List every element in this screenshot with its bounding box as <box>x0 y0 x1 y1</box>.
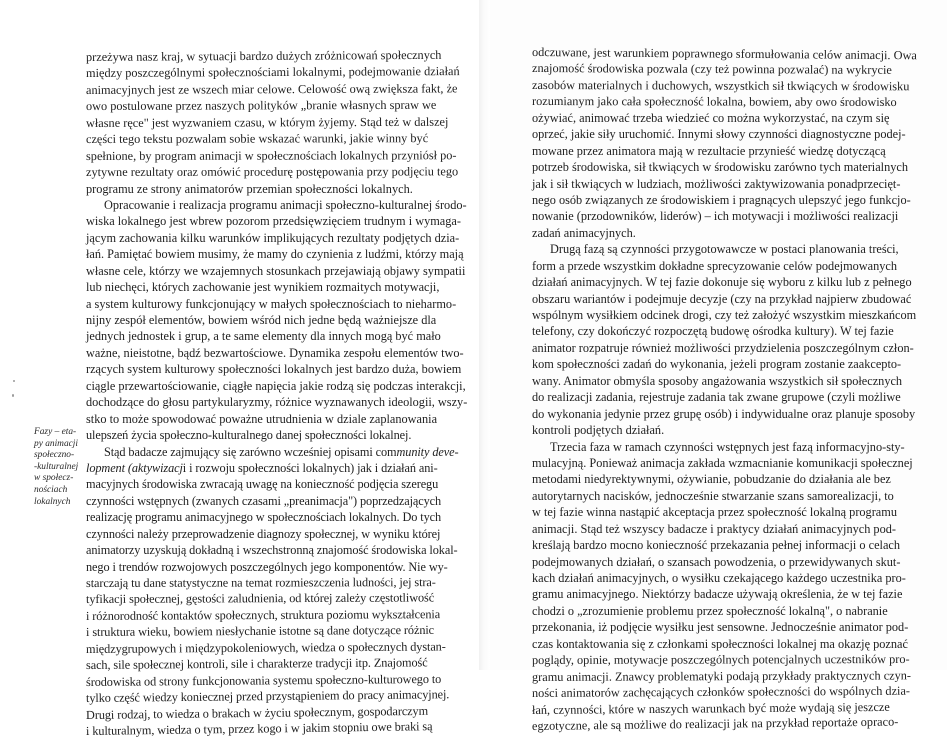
text-line: Stąd badacze zajmujący się zarówno wcześniej opisami community deve- <box>104 444 459 459</box>
text-line: potrzeb środowiska, sił tkwiących w środowisku zarówno tych materialnych <box>532 160 908 175</box>
text-line: czynności należy przeprowadzenie diagnozy społecznej, w wyniku której <box>86 526 441 541</box>
text-line: i kulturalnym, wiedza o tym, przez kogo i w jakim stopniu owe braki są <box>85 719 433 738</box>
text-line: chodzi o „zrozumienie problemu przez społeczność lokalną", o nabranie <box>532 603 888 618</box>
text-line: własne ręce" jest wyzwaniem czasu, w którym żyjemy. Stąd też w dalszej <box>85 114 449 130</box>
text-line: a system kulturowy funkcjonujący w małych społecznościach to nieharmo- <box>86 296 457 311</box>
left-page-text <box>86 49 468 739</box>
text-line: i struktura wieku, bowiem niesłychanie istotne są dane dotyczące różnic <box>85 623 435 640</box>
text-line: animator rozpatruje również możliwości przydzielenia poszczególnym człon- <box>532 340 914 355</box>
text-line: nego i trendów rozwojowych poszczególnych jego komponentów. Nie wy- <box>86 559 448 574</box>
text-line: ności animatorów zachęcających członków społeczności do wspólnych dzia- <box>531 683 911 701</box>
text-line: wspólnym wysiłkiem odcinek drogi, czy też założyć wszystkim mieszkańcom <box>532 308 917 322</box>
text-line: jak i sił tkwiących w ludziach, możliwości zaktywizowania ponadprzecięt- <box>532 176 901 191</box>
text-line: kom społeczności zadań do wykonania, jeżeli program zostanie zaakcepto- <box>532 357 902 372</box>
text-line: mulacyjną. Ponieważ animacja zakłada wzmacnianie komunikacji społecznej <box>532 455 913 470</box>
text-line: stko to może spowodować poważne utrudnienia w dziale zaplanowania <box>86 411 438 426</box>
text-line: nijny zespół elementów, bowiem wśród nich jedne będą ważniejsze dla <box>86 313 437 327</box>
right-page-text <box>532 44 934 734</box>
text-line: jącym zachowania kilku warunków implikujących rezultaty podjętych dzia- <box>86 230 460 245</box>
text-line: znajomość środowiska pozwala (czy też powinna pozwalać) na wykrycie <box>531 61 892 78</box>
margin-note-line: nościach <box>34 484 68 495</box>
text-line: środowiska od strony funkcjonowania systemu społeczno-kulturowego to <box>85 671 442 689</box>
text-line: dochodzące do głosu partykularyzmy, różnice wyznawanych ideologii, wszy- <box>86 395 468 410</box>
text-line: tylko część wiedzy koniecznej przed przystąpieniem do pracy animacyjnej. <box>85 687 450 706</box>
text-line: spełnione, by program animacji w społecznościach lokalnych przyniósł po- <box>85 147 457 163</box>
text-line: gramu animacji. Znawcy problematyki podają przykłady praktycznych czyn- <box>531 667 912 684</box>
text-line: kontroli podjętych działań. <box>532 423 665 438</box>
text-line: ulepszeń życia społeczno-kulturalnego danej społeczności lokalnej. <box>86 428 412 443</box>
text-line: kach działań animacyjnych, o wysiłku czekającego każdego uczestnika pro- <box>532 571 906 585</box>
text-line: starczają tu dane statystyczne na temat rozmieszczenia ludności, jej stra- <box>85 575 436 590</box>
scan-speck <box>12 394 14 397</box>
margin-note-line: społeczno- <box>34 450 75 461</box>
text-line: nowanie (przodowników, liderów) – ich motywacji i możliwości realizacji <box>532 209 899 224</box>
text-line: lopment (aktywizacji i rozwoju społeczności lokalnych) jak i działań ani- <box>86 460 438 475</box>
text-line: Drugi rodzaj, to wiedza o brakach w życiu społecznym, gospodarczym <box>85 703 429 722</box>
text-line: części tego tekstu pozwalam sobie wskazać warunki, jakie winny być <box>85 131 429 147</box>
scan-speck <box>13 380 15 382</box>
text-line: przekonania, iż podjęcie wysiłku jest sensowne. Jednocześnie animator pod- <box>532 620 909 635</box>
text-line: zytywne rezultaty oraz omówić procedurę postępowania przy podjęciu tego <box>85 164 459 180</box>
text-line: owo postulowane przez naszych polityków „branie własnych spraw we <box>85 98 437 114</box>
text-line: łań, czynności, które w naszych warunkach być może wydają się jeszcze <box>531 699 890 717</box>
text-line: lub niechęci, których zachowanie jest wynikiem rozmaitych motywacji, <box>86 280 440 295</box>
text-line: autorytarnych nacisków, jednocześnie stwarzanie szans samorealizacji, to <box>532 488 894 503</box>
text-line: gramu animacyjnego. Niektórzy badacze używają określenia, że w tej fazie <box>532 587 903 602</box>
text-line: macyjnych środowiska zwracają uwagę na konieczność podjęcia szeregu <box>86 477 439 492</box>
text-line: czas kontaktowania się z członkami społeczności lokalnej ma okazję poznać <box>532 636 908 651</box>
text-line: odczuwane, jest warunkiem poprawnego sformułowania celów animacji. Owa <box>531 45 917 63</box>
text-line: działań animacyjnych. W tej fazie dokonuje się wyboru z kilku lub z pełnego <box>532 275 912 290</box>
text-line: i różnorodność kontaktów społecznych, struktura poziomu wykształcenia <box>85 607 441 623</box>
emphasis: munity deve- <box>396 444 459 459</box>
text-line: egzotyczne, ale są możliwe do realizacji jak na przykład reportaże opraco- <box>531 714 899 733</box>
book-gutter <box>479 0 490 670</box>
text-line: ożywiać, animować trzeba wiedzieć co można wykorzystać, na czym się <box>532 110 890 125</box>
emphasis: lopment (aktywizacj <box>86 460 183 475</box>
text-line: nego osób związanych ze środowiskiem i pragnących ulepszyć jego funkcjo- <box>532 192 911 207</box>
text-line: rozumianym jako cała społeczność lokalna, bowiem, aby owo środowisko <box>531 94 897 110</box>
text-line: Trzecia faza w ramach czynności wstępnych jest fazą informacyjno-sty- <box>550 439 905 454</box>
text-line: telefony, czy dokończyć rozpoczętą budowę ośrodka kultury). W tej fazie <box>532 324 894 339</box>
text-line: animatorzy uzyskują dokładną i wszechstronną znajomość środowiska lokal- <box>86 543 458 558</box>
text-line: oprzeć, jakie siły uruchomić. Innymi słowy czynności diagnostyczne podej- <box>532 127 906 142</box>
text-line: międzygrupowych i międzypokoleniowych, wiedza o społecznych dystan- <box>85 639 446 656</box>
margin-note-line: lokalnych <box>34 496 71 507</box>
text-line: przeżywa nasz kraj, w sytuacji bardzo dużych zróżnicowań społecznych <box>85 47 442 64</box>
text-line: między poszczególnymi społecznościami lokalnymi, podejmowanie działań <box>85 64 460 81</box>
text-line: animacyjnych jest ze wszech miar celowe. Celowość ową zwiększa fakt, że <box>85 81 458 97</box>
text-line: poglądy, opinie, motywacje poszczególnych potencjalnych uczestników pro- <box>531 652 910 668</box>
margin-note-line: Fazy – eta- <box>34 427 77 437</box>
text-line: rzących system kulturowy społeczności lokalnych jest bardzo duża, bowiem <box>86 362 462 377</box>
text-line: czynności wstępnych (zwanych czasami „preanimacja") poprzedzających <box>86 493 442 508</box>
text-line: łań. Pamiętać bowiem musimy, że mamy do czynienia z ludźmi, którzy mają <box>86 247 464 262</box>
text-line: form a przede wszystkim dokładne sprecyzowanie celów podejmowanych <box>532 258 898 273</box>
text-line: zadań animacyjnych. <box>532 225 636 240</box>
text-line: jednych jednostek i grup, a te same elementy dla innych mogą być mało <box>86 329 441 344</box>
text-line: sach, sile społecznej kontroli, sile i charakterze tradycji itp. Znajomość <box>85 655 428 673</box>
text-line: realizację programu animacyjnego w społecznościach lokalnych. Do tych <box>86 510 442 525</box>
text-line: programu ze strony animatorów przemian społeczności lokalnych. <box>86 181 413 196</box>
text-line: Opracowanie i realizacja programu animacji społeczno-kulturalnej środo- <box>104 197 467 212</box>
text-line: Drugą fazą są czynności przygotowawcze w postaci planowania treści, <box>550 242 899 257</box>
right-page <box>490 0 947 733</box>
margin-note-line: w społecz- <box>34 473 74 484</box>
text-line: zasobów materialnych i duchowych, wszystkich sił tkwiących w środowisku <box>531 77 910 94</box>
margin-note-line: -kulturalnej <box>34 461 79 472</box>
text-line: własne cele, którzy we wzajemnych stosunkach przejawiają objawy sympatii <box>86 263 466 278</box>
text-line: ciągle przewartościowanie, ciągłe napięcia jakie rodzą się podczas interakcji, <box>86 378 466 393</box>
text-line: do wykonania jedynie przez grupę osób) i indywidualne oraz planuje sposoby <box>532 406 916 421</box>
text-line: podejmowanych działań, o szansach powodzenia, o przewidywanych skut- <box>532 554 901 569</box>
text-line: w tej fazie winna nastąpić akceptacja przez społeczność lokalną programu <box>532 505 897 520</box>
text-line: tyfikacji społecznej, gęstości zaludnienia, od której zależy częstotliwość <box>85 590 435 607</box>
margin-note-line: py animacji <box>34 438 79 449</box>
text-line: obszaru wariantów i podejmuje decyzje (czy na przykład najpierw zbudować <box>532 291 912 306</box>
text-line: do realizacji zadania, rejestruje zadania tak zwane grupowe (czyli możliwe <box>532 390 901 405</box>
text-line: ważne, nieistotne, bądź bezwartościowe. Dynamika zespołu elementów two- <box>86 345 464 360</box>
text-line: wiska lokalnego jest wbrew pozorom przedsięwzięciem trudnym i wymaga- <box>86 214 461 229</box>
text-line: animacji. Stąd też wszyscy badacze i praktycy działań animacyjnych pod- <box>532 521 896 536</box>
text-line: mowane przez animatora mają w rezultacie przynieść wiedzę dotyczącą <box>532 143 886 158</box>
text-line: wany. Animator obmyśla sposoby angażowania wszystkich sił społecznych <box>532 373 903 388</box>
margin-note <box>34 427 78 508</box>
text-line: kreślają bardzo mocno konieczność przekazania pełnej informacji o celach <box>532 538 901 553</box>
text-line: metodami niedyrektywnymi, ożywianie, pobudzanie do działania ale bez <box>532 472 891 487</box>
